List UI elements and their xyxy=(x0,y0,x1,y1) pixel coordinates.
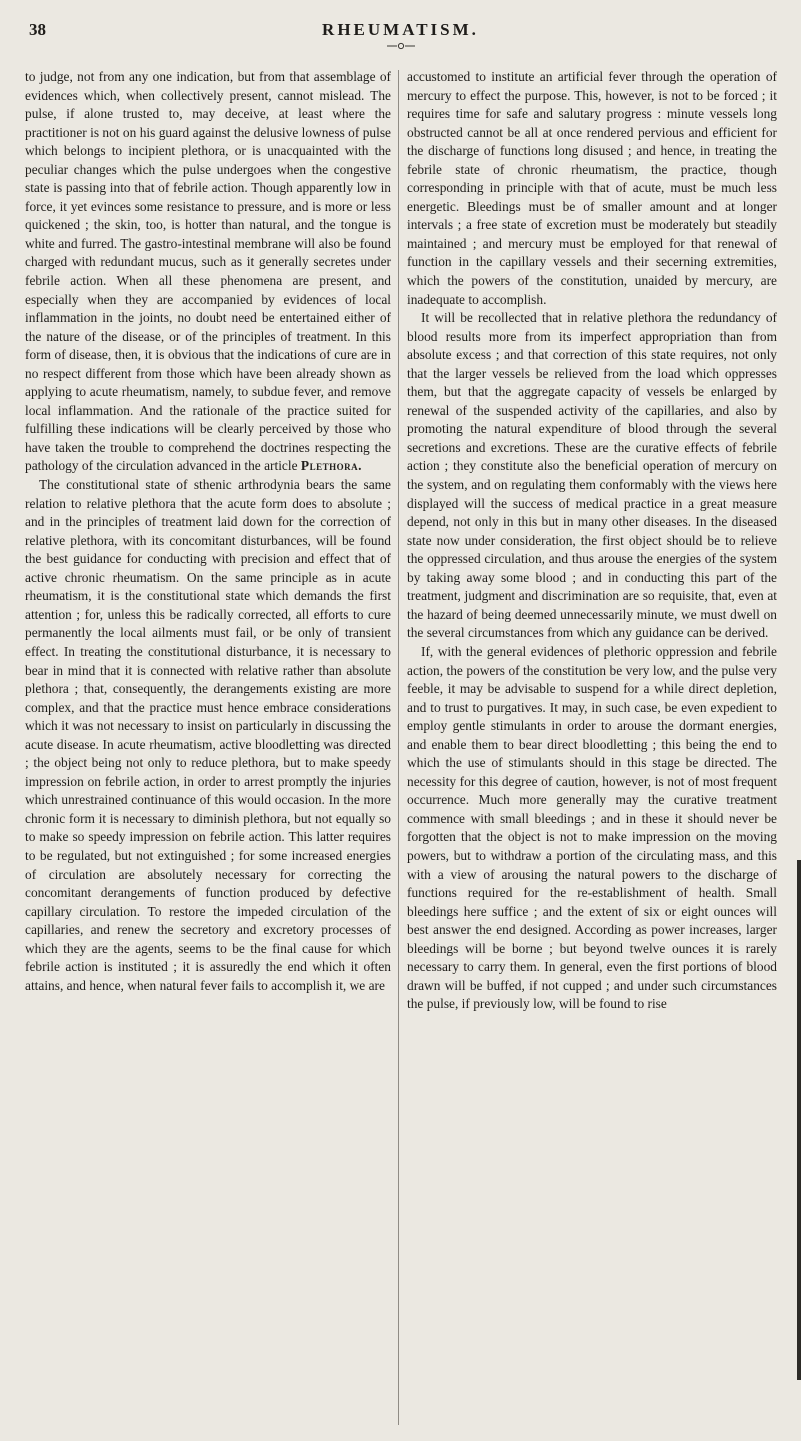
article-reference: Plethora. xyxy=(300,458,362,474)
left-column xyxy=(25,68,391,995)
column-divider xyxy=(398,70,399,1425)
right-column xyxy=(407,68,777,1014)
paragraph xyxy=(25,68,391,476)
running-title: RHEUMATISM. xyxy=(322,20,479,39)
paragraph: If, with the general evidences of plethoric oppression and febrile action, the powers of the constitution be very low, and the pulse very feeble, it may be advisable to suspend for a while direct depletion, and to trust to purgatives. It may, in such case, be even expedient to employ gentle stimulants in order to arouse the dormant energies, and enable them to bear direct bloodletting ; this being the end to which the use of stimulants should in this stage be directed. The necessity for this degree of caution, however, is not of most frequent occurrence. Much more generally may the curative treatment commence with small bleedings ; and in these it should never be forgotten that the object is not to make impression on the moving powers, but to withdraw a portion of the circulating mass, and this with a view of arousing the natural powers to the discharge of functions required for the re-establishment of health. Small bleedings here suffice ; and the extent of six or eight ounces will best answer the end designed. According as power increases, larger bleedings will be borne ; but beyond twelve ounces it is rarely necessary to carry them. In general, even the first portions of blood drawn will be buffed, if not cupped ; and under such circumstances the pulse, if previously low, will be found to rise xyxy=(407,643,777,1012)
paragraph: The constitutional state of sthenic arthrodynia bears the same relation to relative plethora that the acute form does to absolute ; and in the principles of treatment laid down for the correction of relative plethora, with its concomitant disturbances, will be found the best guidance for conducting with precision and effect that of active chronic rheumatism. On the same principle as in acute rheumatism, it is the constitutional state which demands the first attention ; for, unless this be radically corrected, all efforts to cure permanently the local ailments must fail, or be only of transient effect. In treating the constitutional disturbance, it is necessary to bear in mind that it is connected with relative rather than absolute plethora ; that, consequently, the derangements existing are more complex, and that the practice must hence embrace considerations which it was not necessary to insist on particularly in discussing the acute disease. In acute rheumatism, active bloodletting was directed ; the object being not only to reduce plethora, but to make speedy impression on febrile action, in order to arrest promptly the injuries which unrestrained continuance of this would occasion. In the more chronic form it is necessary to diminish plethora, but not equally so to make so speedy impression on febrile action. This latter requires to be regulated, but not extinguished ; for some increased energies of circulation are absolutely necessary for correcting the concomitant derangements of function produced by defective capillary circulation. To restore the impeded circulation of the capillaries, and renew the secretory and excretory processes of which they are the agents, seems to be the final cause for which febrile action is instituted ; it is assuredly the end which it often attains, and hence, when natural fever fails to accomplish it, we are xyxy=(25,477,391,993)
paragraph: It will be recollected that in relative plethora the redundancy of blood results more from its imperfect appropriation than from absolute excess ; and that correction of this state requires, not only that the larger vessels be relieved from the load which oppresses them, but that the aggregate capacity of vessels be enlarged by renewal of the suspended activity of the capillaries, and also by promoting the natural expenditure of blood through the several secretions and excretions. These are the curative effects of febrile action ; they constitute also the beneficial operation of mercury on the system, and on regulating them conformably with the views here displayed will the success of medical practice in a great measure depend, not only in this but in many other diseases. In the diseased state now under consideration, the first object should be to relieve the oppressed circulation, and thus arouse the energies of the system by taking away some blood ; and in conducting this part of the treatment, judgment and discrimination are so requisite, that, even at the hazard of being deemed unnecessarily minute, we must dwell on the several circumstances from which any guidance can be derived. xyxy=(407,310,777,641)
ornament-icon xyxy=(386,40,416,52)
page-header xyxy=(0,10,801,58)
paragraph: accustomed to institute an artificial fever through the operation of mercury to effect the purpose. This, however, is not to be forced ; it requires time for safe and salutary progress : minute vessels long obstructed cannot be all at once rendered pervious and efficient for the discharge of functions long disused ; and hence, in treating the febrile state of chronic rheumatism, the practice, though corresponding in principle with that of acute, must be much less energetic. Bleedings must be of smaller amount and at longer intervals ; a free state of excretion must be moderately but steadily maintained ; and mercury must be employed for that renewal of function in the capillary vessels and their secerning extremities, which the powers of the constitution, unaided by mercury, are inadequate to accomplish. xyxy=(407,69,777,307)
paragraph-text: to judge, not from any one indication, but from that assemblage of evidences which, when collectively present, cannot mislead. The pulse, if alone trusted to, may deceive, at least where the practitioner is not on his guard against the delusive lowness of pulse which belongs to incipient plethora, or is unacquainted with the peculiar changes which the pulse undergoes when the congestive state is passing into that of febrile action. Though apparently low in force, it yet evinces some resistance to pressure, and is more or less quickened ; the skin, too, is hotter than natural, and the tongue is white and furred. The gastro-intestinal membrane will also be found charged with redundant mucus, such as it generally secretes under febrile action. When all these phenomena are present, and especially when they are accompanied by evidences of local inflammation in the joints, no doubt need be entertained either of the nature of the disease, or of the principles of treatment. In this form of disease, then, it is obvious that the indications of cure are in no respect different from those which have been already shown as applying to acute rheumatism, namely, to subdue fever, and remove local inflammation. And the rationale of the practice suited for fulfilling these indications will be clearly perceived by those who have taken the trouble to comprehend the doctrines respecting the pathology of the circulation advanced in the article xyxy=(25,69,391,474)
page-edge-shadow xyxy=(797,860,801,1380)
page-number: 38 xyxy=(29,20,46,39)
